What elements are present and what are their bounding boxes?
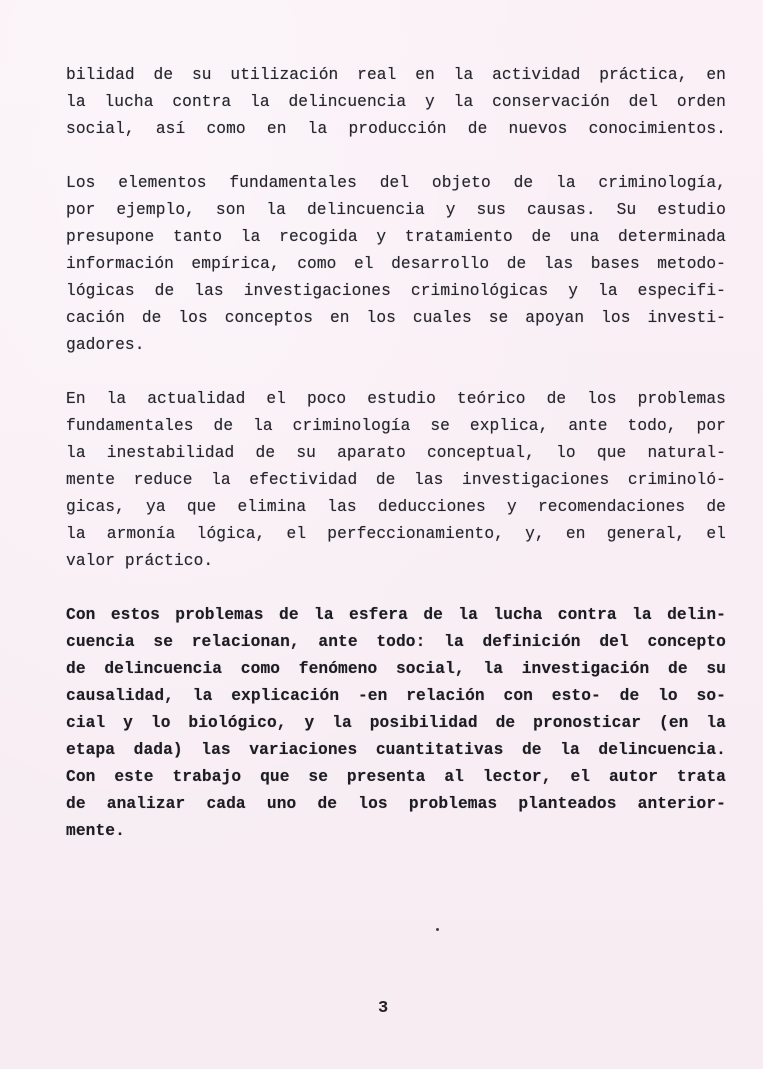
text-line: Con este trabajo que se presenta al lector, el autor trata bbox=[66, 768, 726, 786]
ink-speck bbox=[436, 928, 439, 931]
text-line: mente reduce la efectividad de las investigaciones criminoló- bbox=[66, 471, 726, 489]
text-line: En la actualidad el poco estudio teórico de los problemas bbox=[66, 390, 726, 408]
text-line: social, así como en la producción de nuevos conocimientos. bbox=[66, 120, 726, 138]
text-line: lógicas de las investigaciones criminológicas y la especifi- bbox=[66, 282, 726, 300]
text-line: cuencia se relacionan, ante todo: la definición del concepto bbox=[66, 633, 726, 651]
text-line: fundamentales de la criminología se explica, ante todo, por bbox=[66, 417, 726, 435]
text-line: Con estos problemas de la esfera de la lucha contra la delin- bbox=[66, 606, 726, 624]
text-line: la lucha contra la delincuencia y la conservación del orden bbox=[66, 93, 726, 111]
text-line: por ejemplo, son la delincuencia y sus causas. Su estudio bbox=[66, 201, 726, 219]
text-line: de analizar cada uno de los problemas planteados anterior- bbox=[66, 795, 726, 813]
text-line: mente. bbox=[66, 822, 125, 840]
text-line: de delincuencia como fenómeno social, la investigación de su bbox=[66, 660, 726, 678]
text-line: valor práctico. bbox=[66, 552, 214, 570]
text-line: Los elementos fundamentales del objeto de la criminología, bbox=[66, 174, 726, 192]
text-line: cación de los conceptos en los cuales se apoyan los investi- bbox=[66, 309, 726, 327]
text-line: cial y lo biológico, y la posibilidad de pronosticar (en la bbox=[66, 714, 726, 732]
text-line: presupone tanto la recogida y tratamiento de una determinada bbox=[66, 228, 726, 246]
text-line: la armonía lógica, el perfeccionamiento, y, en general, el bbox=[66, 525, 726, 543]
text-line: causalidad, la explicación -en relación con esto- de lo so- bbox=[66, 687, 726, 705]
text-line: información empírica, como el desarrollo de las bases metodo- bbox=[66, 255, 726, 273]
text-line: gadores. bbox=[66, 336, 145, 354]
page-number: 3 bbox=[378, 999, 389, 1018]
text-line: gicas, ya que elimina las deducciones y recomendaciones de bbox=[66, 498, 726, 516]
text-line: la inestabilidad de su aparato conceptual, lo que natural- bbox=[66, 444, 726, 462]
text-line: etapa dada) las variaciones cuantitativas de la delincuencia. bbox=[66, 741, 726, 759]
text-line: bilidad de su utilización real en la actividad práctica, en bbox=[66, 66, 726, 84]
